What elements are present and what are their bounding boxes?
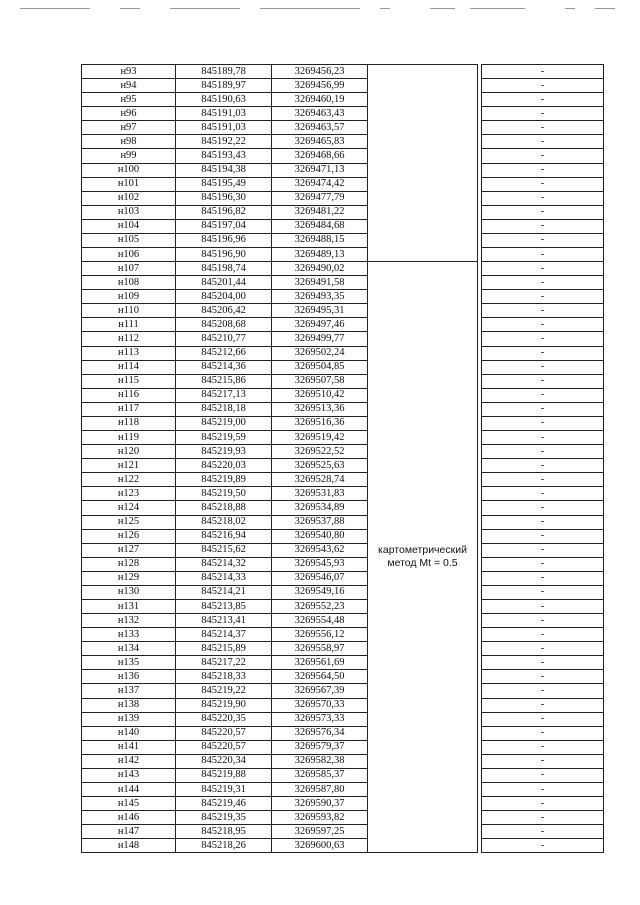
table-row — [82, 515, 604, 529]
point-id-cell: н137 — [82, 684, 176, 698]
note-cell: - — [482, 191, 604, 205]
table-row — [82, 262, 604, 276]
y-coordinate-cell: 3269477,79 — [272, 191, 368, 205]
point-id-cell: н142 — [82, 754, 176, 768]
note-cell: - — [482, 782, 604, 796]
x-coordinate-cell: 845220,57 — [176, 726, 272, 740]
y-coordinate-cell: 3269558,97 — [272, 642, 368, 656]
x-coordinate-cell: 845219,90 — [176, 698, 272, 712]
table-row — [82, 501, 604, 515]
table-row — [82, 839, 604, 853]
x-coordinate-cell: 845219,00 — [176, 416, 272, 430]
x-coordinate-cell: 845220,35 — [176, 712, 272, 726]
note-cell: - — [482, 684, 604, 698]
y-coordinate-cell: 3269585,37 — [272, 768, 368, 782]
note-cell: - — [482, 346, 604, 360]
table-row — [82, 332, 604, 346]
table-row — [82, 121, 604, 135]
note-cell: - — [482, 163, 604, 177]
y-coordinate-cell: 3269600,63 — [272, 839, 368, 853]
table-row — [82, 642, 604, 656]
point-id-cell: н123 — [82, 487, 176, 501]
note-cell: - — [482, 670, 604, 684]
x-coordinate-cell: 845216,94 — [176, 529, 272, 543]
x-coordinate-cell: 845196,90 — [176, 248, 272, 262]
point-id-cell: н136 — [82, 670, 176, 684]
y-coordinate-cell: 3269488,15 — [272, 233, 368, 247]
note-cell: - — [482, 811, 604, 825]
y-coordinate-cell: 3269545,93 — [272, 557, 368, 571]
y-coordinate-cell: 3269463,43 — [272, 107, 368, 121]
table-row — [82, 374, 604, 388]
x-coordinate-cell: 845196,82 — [176, 205, 272, 219]
table-row — [82, 79, 604, 93]
point-id-cell: н115 — [82, 374, 176, 388]
x-coordinate-cell: 845215,62 — [176, 543, 272, 557]
point-id-cell: н96 — [82, 107, 176, 121]
table-row — [82, 684, 604, 698]
note-cell: - — [482, 543, 604, 557]
y-coordinate-cell: 3269554,48 — [272, 614, 368, 628]
table-row — [82, 487, 604, 501]
y-coordinate-cell: 3269504,85 — [272, 360, 368, 374]
table-row — [82, 811, 604, 825]
point-id-cell: н95 — [82, 93, 176, 107]
table-row — [82, 431, 604, 445]
y-coordinate-cell: 3269582,38 — [272, 754, 368, 768]
y-coordinate-cell: 3269593,82 — [272, 811, 368, 825]
point-id-cell: н106 — [82, 248, 176, 262]
x-coordinate-cell: 845218,33 — [176, 670, 272, 684]
y-coordinate-cell: 3269597,25 — [272, 825, 368, 839]
table-row — [82, 233, 604, 247]
point-id-cell: н98 — [82, 135, 176, 149]
note-cell: - — [482, 65, 604, 79]
point-id-cell: н147 — [82, 825, 176, 839]
x-coordinate-cell: 845206,42 — [176, 304, 272, 318]
table-row — [82, 740, 604, 754]
table-row — [82, 571, 604, 585]
scan-header-marks — [20, 8, 620, 12]
table-row — [82, 346, 604, 360]
table-row — [82, 416, 604, 430]
note-cell: - — [482, 374, 604, 388]
point-id-cell: н121 — [82, 459, 176, 473]
table-row — [82, 614, 604, 628]
x-coordinate-cell: 845214,37 — [176, 628, 272, 642]
x-coordinate-cell: 845219,88 — [176, 768, 272, 782]
method-cell-upper — [368, 65, 478, 262]
note-cell: - — [482, 276, 604, 290]
point-id-cell: н134 — [82, 642, 176, 656]
point-id-cell: н104 — [82, 219, 176, 233]
y-coordinate-cell: 3269456,23 — [272, 65, 368, 79]
table-row — [82, 698, 604, 712]
point-id-cell: н111 — [82, 318, 176, 332]
y-coordinate-cell: 3269499,77 — [272, 332, 368, 346]
table-row — [82, 177, 604, 191]
point-id-cell: н143 — [82, 768, 176, 782]
note-cell: - — [482, 754, 604, 768]
note-cell: - — [482, 219, 604, 233]
table-row — [82, 529, 604, 543]
note-cell: - — [482, 332, 604, 346]
y-coordinate-cell: 3269513,36 — [272, 402, 368, 416]
point-id-cell: н125 — [82, 515, 176, 529]
x-coordinate-cell: 845220,03 — [176, 459, 272, 473]
table-row — [82, 191, 604, 205]
table-row — [82, 825, 604, 839]
method-cell: картометрический метод Mt = 0.5 — [368, 262, 478, 853]
point-id-cell: н94 — [82, 79, 176, 93]
point-id-cell: н109 — [82, 290, 176, 304]
x-coordinate-cell: 845213,85 — [176, 599, 272, 613]
note-cell: - — [482, 459, 604, 473]
x-coordinate-cell: 845197,04 — [176, 219, 272, 233]
note-cell: - — [482, 93, 604, 107]
x-coordinate-cell: 845220,34 — [176, 754, 272, 768]
x-coordinate-cell: 845219,35 — [176, 811, 272, 825]
point-id-cell: н100 — [82, 163, 176, 177]
note-cell: - — [482, 839, 604, 853]
table-row — [82, 543, 604, 557]
x-coordinate-cell: 845218,26 — [176, 839, 272, 853]
coordinates-table — [81, 64, 604, 853]
y-coordinate-cell: 3269468,66 — [272, 149, 368, 163]
x-coordinate-cell: 845219,89 — [176, 473, 272, 487]
point-id-cell: н132 — [82, 614, 176, 628]
note-cell: - — [482, 628, 604, 642]
table-row — [82, 599, 604, 613]
note-cell: - — [482, 599, 604, 613]
note-cell: - — [482, 121, 604, 135]
note-cell: - — [482, 262, 604, 276]
table-row — [82, 205, 604, 219]
y-coordinate-cell: 3269493,35 — [272, 290, 368, 304]
table-row — [82, 388, 604, 402]
note-cell: - — [482, 445, 604, 459]
y-coordinate-cell: 3269579,37 — [272, 740, 368, 754]
note-cell: - — [482, 515, 604, 529]
point-id-cell: н117 — [82, 402, 176, 416]
table-row — [82, 107, 604, 121]
y-coordinate-cell: 3269576,34 — [272, 726, 368, 740]
table-row — [82, 402, 604, 416]
note-cell: - — [482, 571, 604, 585]
x-coordinate-cell: 845194,38 — [176, 163, 272, 177]
table-row — [82, 318, 604, 332]
note-cell: - — [482, 656, 604, 670]
note-cell: - — [482, 487, 604, 501]
note-cell: - — [482, 205, 604, 219]
note-cell: - — [482, 107, 604, 121]
x-coordinate-cell: 845219,59 — [176, 431, 272, 445]
point-id-cell: н135 — [82, 656, 176, 670]
note-cell: - — [482, 557, 604, 571]
table-row — [82, 360, 604, 374]
note-cell: - — [482, 135, 604, 149]
note-cell: - — [482, 529, 604, 543]
y-coordinate-cell: 3269463,57 — [272, 121, 368, 135]
point-id-cell: н110 — [82, 304, 176, 318]
y-coordinate-cell: 3269573,33 — [272, 712, 368, 726]
y-coordinate-cell: 3269556,12 — [272, 628, 368, 642]
note-cell: - — [482, 642, 604, 656]
x-coordinate-cell: 845219,22 — [176, 684, 272, 698]
y-coordinate-cell: 3269549,16 — [272, 585, 368, 599]
point-id-cell: н139 — [82, 712, 176, 726]
point-id-cell: н133 — [82, 628, 176, 642]
y-coordinate-cell: 3269519,42 — [272, 431, 368, 445]
table-row — [82, 93, 604, 107]
y-coordinate-cell: 3269531,83 — [272, 487, 368, 501]
point-id-cell: н126 — [82, 529, 176, 543]
x-coordinate-cell: 845198,74 — [176, 262, 272, 276]
note-cell: - — [482, 726, 604, 740]
table-row — [82, 304, 604, 318]
x-coordinate-cell: 845219,31 — [176, 782, 272, 796]
point-id-cell: н112 — [82, 332, 176, 346]
point-id-cell: н114 — [82, 360, 176, 374]
x-coordinate-cell: 845192,22 — [176, 135, 272, 149]
y-coordinate-cell: 3269516,36 — [272, 416, 368, 430]
note-cell: - — [482, 416, 604, 430]
table-row — [82, 473, 604, 487]
y-coordinate-cell: 3269590,37 — [272, 797, 368, 811]
table-row — [82, 712, 604, 726]
x-coordinate-cell: 845214,21 — [176, 585, 272, 599]
point-id-cell: н108 — [82, 276, 176, 290]
y-coordinate-cell: 3269543,62 — [272, 543, 368, 557]
table-row — [82, 290, 604, 304]
point-id-cell: н116 — [82, 388, 176, 402]
point-id-cell: н140 — [82, 726, 176, 740]
y-coordinate-cell: 3269570,33 — [272, 698, 368, 712]
table-row — [82, 135, 604, 149]
table-row — [82, 459, 604, 473]
x-coordinate-cell: 845196,96 — [176, 233, 272, 247]
y-coordinate-cell: 3269481,22 — [272, 205, 368, 219]
x-coordinate-cell: 845217,13 — [176, 388, 272, 402]
table-row — [82, 726, 604, 740]
point-id-cell: н127 — [82, 543, 176, 557]
table-row — [82, 276, 604, 290]
table-row — [82, 670, 604, 684]
point-id-cell: н102 — [82, 191, 176, 205]
x-coordinate-cell: 845219,93 — [176, 445, 272, 459]
x-coordinate-cell: 845219,50 — [176, 487, 272, 501]
note-cell: - — [482, 177, 604, 191]
point-id-cell: н122 — [82, 473, 176, 487]
x-coordinate-cell: 845213,41 — [176, 614, 272, 628]
y-coordinate-cell: 3269510,42 — [272, 388, 368, 402]
x-coordinate-cell: 845189,78 — [176, 65, 272, 79]
table-row — [82, 163, 604, 177]
note-cell: - — [482, 712, 604, 726]
x-coordinate-cell: 845191,03 — [176, 121, 272, 135]
x-coordinate-cell: 845214,36 — [176, 360, 272, 374]
point-id-cell: н99 — [82, 149, 176, 163]
point-id-cell: н103 — [82, 205, 176, 219]
y-coordinate-cell: 3269525,63 — [272, 459, 368, 473]
table-row — [82, 585, 604, 599]
note-cell: - — [482, 825, 604, 839]
x-coordinate-cell: 845219,46 — [176, 797, 272, 811]
x-coordinate-cell: 845189,97 — [176, 79, 272, 93]
x-coordinate-cell: 845218,88 — [176, 501, 272, 515]
y-coordinate-cell: 3269460,19 — [272, 93, 368, 107]
point-id-cell: н141 — [82, 740, 176, 754]
table-row — [82, 797, 604, 811]
y-coordinate-cell: 3269534,89 — [272, 501, 368, 515]
point-id-cell: н129 — [82, 571, 176, 585]
y-coordinate-cell: 3269489,13 — [272, 248, 368, 262]
point-id-cell: н124 — [82, 501, 176, 515]
point-id-cell: н105 — [82, 233, 176, 247]
y-coordinate-cell: 3269540,80 — [272, 529, 368, 543]
y-coordinate-cell: 3269490,02 — [272, 262, 368, 276]
point-id-cell: н119 — [82, 431, 176, 445]
x-coordinate-cell: 845210,77 — [176, 332, 272, 346]
note-cell: - — [482, 740, 604, 754]
x-coordinate-cell: 845204,00 — [176, 290, 272, 304]
y-coordinate-cell: 3269522,52 — [272, 445, 368, 459]
note-cell: - — [482, 797, 604, 811]
note-cell: - — [482, 402, 604, 416]
y-coordinate-cell: 3269502,24 — [272, 346, 368, 360]
x-coordinate-cell: 845212,66 — [176, 346, 272, 360]
x-coordinate-cell: 845208,68 — [176, 318, 272, 332]
table-row — [82, 754, 604, 768]
x-coordinate-cell: 845217,22 — [176, 656, 272, 670]
note-cell: - — [482, 304, 604, 318]
table-row — [82, 149, 604, 163]
y-coordinate-cell: 3269587,80 — [272, 782, 368, 796]
x-coordinate-cell: 845218,18 — [176, 402, 272, 416]
note-cell: - — [482, 233, 604, 247]
note-cell: - — [482, 768, 604, 782]
y-coordinate-cell: 3269471,13 — [272, 163, 368, 177]
note-cell: - — [482, 318, 604, 332]
note-cell: - — [482, 614, 604, 628]
point-id-cell: н93 — [82, 65, 176, 79]
x-coordinate-cell: 845190,63 — [176, 93, 272, 107]
point-id-cell: н113 — [82, 346, 176, 360]
x-coordinate-cell: 845195,49 — [176, 177, 272, 191]
x-coordinate-cell: 845214,33 — [176, 571, 272, 585]
point-id-cell: н148 — [82, 839, 176, 853]
y-coordinate-cell: 3269456,99 — [272, 79, 368, 93]
y-coordinate-cell: 3269495,31 — [272, 304, 368, 318]
x-coordinate-cell: 845220,57 — [176, 740, 272, 754]
point-id-cell: н145 — [82, 797, 176, 811]
coordinates-table-body — [82, 65, 604, 853]
x-coordinate-cell: 845193,43 — [176, 149, 272, 163]
point-id-cell: н118 — [82, 416, 176, 430]
note-cell: - — [482, 290, 604, 304]
y-coordinate-cell: 3269567,39 — [272, 684, 368, 698]
note-cell: - — [482, 248, 604, 262]
y-coordinate-cell: 3269484,68 — [272, 219, 368, 233]
y-coordinate-cell: 3269507,58 — [272, 374, 368, 388]
note-cell: - — [482, 585, 604, 599]
y-coordinate-cell: 3269497,46 — [272, 318, 368, 332]
table-row — [82, 248, 604, 262]
y-coordinate-cell: 3269546,07 — [272, 571, 368, 585]
y-coordinate-cell: 3269552,23 — [272, 599, 368, 613]
note-cell: - — [482, 79, 604, 93]
note-cell: - — [482, 698, 604, 712]
note-cell: - — [482, 388, 604, 402]
x-coordinate-cell: 845218,95 — [176, 825, 272, 839]
x-coordinate-cell: 845215,86 — [176, 374, 272, 388]
y-coordinate-cell: 3269491,58 — [272, 276, 368, 290]
y-coordinate-cell: 3269564,50 — [272, 670, 368, 684]
y-coordinate-cell: 3269537,88 — [272, 515, 368, 529]
x-coordinate-cell: 845218,02 — [176, 515, 272, 529]
point-id-cell: н107 — [82, 262, 176, 276]
note-cell: - — [482, 360, 604, 374]
x-coordinate-cell: 845214,32 — [176, 557, 272, 571]
point-id-cell: н131 — [82, 599, 176, 613]
x-coordinate-cell: 845215,89 — [176, 642, 272, 656]
table-row — [82, 782, 604, 796]
table-row — [82, 219, 604, 233]
y-coordinate-cell: 3269561,69 — [272, 656, 368, 670]
x-coordinate-cell: 845201,44 — [176, 276, 272, 290]
point-id-cell: н128 — [82, 557, 176, 571]
table-row — [82, 628, 604, 642]
point-id-cell: н130 — [82, 585, 176, 599]
y-coordinate-cell: 3269528,74 — [272, 473, 368, 487]
table-row — [82, 656, 604, 670]
point-id-cell: н97 — [82, 121, 176, 135]
note-cell: - — [482, 473, 604, 487]
y-coordinate-cell: 3269474,42 — [272, 177, 368, 191]
table-row — [82, 445, 604, 459]
y-coordinate-cell: 3269465,83 — [272, 135, 368, 149]
note-cell: - — [482, 501, 604, 515]
note-cell: - — [482, 149, 604, 163]
x-coordinate-cell: 845196,30 — [176, 191, 272, 205]
table-row — [82, 65, 604, 79]
table-row — [82, 768, 604, 782]
point-id-cell: н138 — [82, 698, 176, 712]
point-id-cell: н144 — [82, 782, 176, 796]
point-id-cell: н146 — [82, 811, 176, 825]
point-id-cell: н101 — [82, 177, 176, 191]
x-coordinate-cell: 845191,03 — [176, 107, 272, 121]
table-row — [82, 557, 604, 571]
point-id-cell: н120 — [82, 445, 176, 459]
note-cell: - — [482, 431, 604, 445]
